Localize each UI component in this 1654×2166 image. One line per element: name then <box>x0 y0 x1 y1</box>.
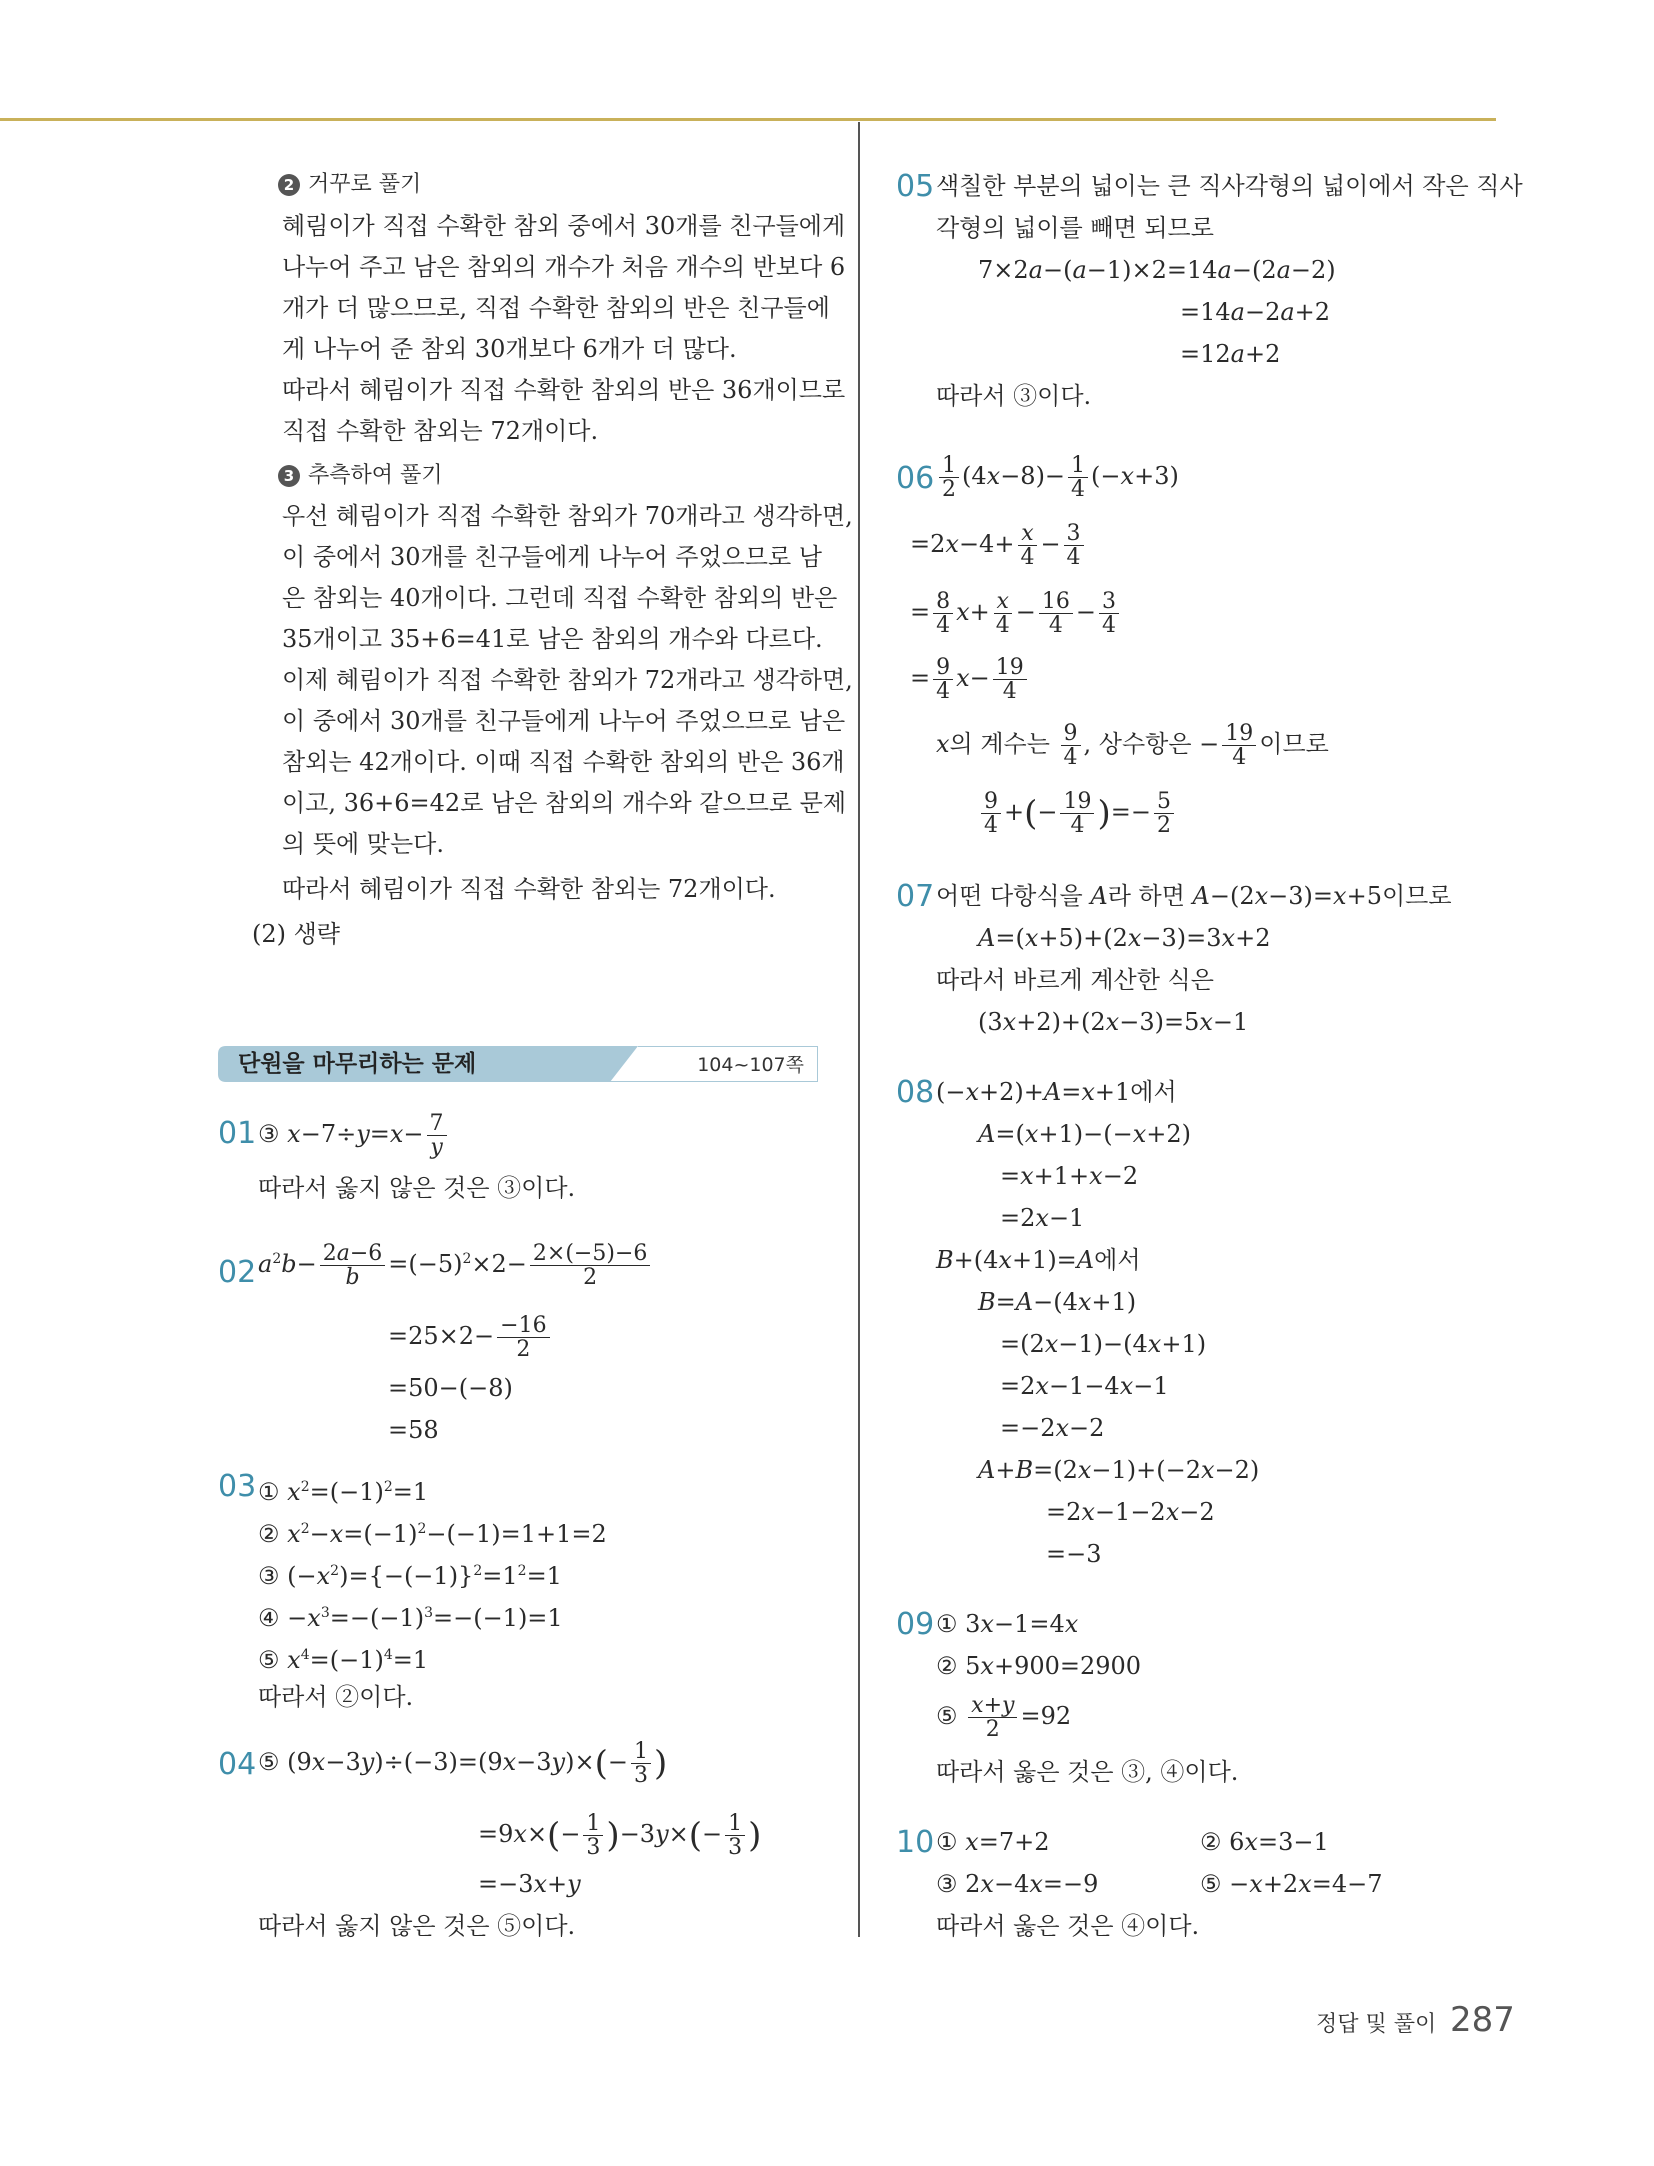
equation: =−2x−2 <box>1000 1414 1105 1442</box>
equation: =2x−4+ $\frac{x}{4}$ − $\frac{3}{4}$ <box>910 522 1087 569</box>
equation: A=(x+1)−(−x+2) <box>978 1120 1191 1148</box>
equation: ② 6x=3−1 <box>1200 1828 1329 1856</box>
text-line: 직접 수확한 참외는 72개이다. <box>282 417 599 445</box>
equation: ① $x^2=(-1)^2=1$ <box>258 1478 429 1506</box>
equation: =14a−2a+2 <box>1180 298 1331 326</box>
section-header <box>218 1046 818 1082</box>
question-number: 07 <box>896 879 935 914</box>
circled-2-icon: 2 <box>278 174 300 196</box>
equation: $a^2b-$ $\frac{2a-6}{b}$ $=(-5)^2\times 2-$ $\frac{2\times(-5)-6}{2}$ <box>258 1242 653 1289</box>
equation: ③ 2x−4x=−9 <box>936 1870 1099 1898</box>
text-line: 참외는 42개이다. 이때 직접 수확한 참외의 반은 36개 <box>282 748 845 776</box>
equation: x의 계수는 $\frac{9}{4}$ , 상수항은 − $\frac{19}{4}$ 이므로 <box>936 721 1329 771</box>
text-line: 나누어 주고 남은 참외의 개수가 처음 개수의 반보다 6 <box>282 253 846 281</box>
equation: =−3 <box>1046 1540 1102 1568</box>
text-line: 35개이고 35+6=41로 남은 참외의 개수와 다르다. <box>282 625 823 653</box>
equation: ② 5x+900=2900 <box>936 1652 1142 1680</box>
equation: =2x−1−2x−2 <box>1046 1498 1215 1526</box>
equation: = $\frac{8}{4}$ x+ $\frac{x}{4}$ − $\frac{16}{4}$ − $\frac{3}{4}$ <box>910 590 1122 637</box>
method3-heading: 3 추측하여 풀기 <box>278 461 443 491</box>
question-number: 10 <box>896 1825 935 1860</box>
equation: A=(x+5)+(2x−3)=3x+2 <box>978 924 1271 952</box>
text-line: 개가 더 많으므로, 직접 수확한 참외의 반은 친구들에 <box>282 294 830 322</box>
equation: $\frac{9}{4}$ +(− $\frac{19}{4}$ )=− $\frac{5}{2}$ <box>978 790 1177 837</box>
answer-text: 따라서 ③이다. <box>936 382 1092 410</box>
column-divider <box>858 122 860 1937</box>
equation: B+(4x+1)=A에서 <box>936 1246 1141 1274</box>
equation: = $\frac{9}{4}$ x− $\frac{19}{4}$ <box>910 656 1030 703</box>
equation: 7×2a−(a−1)×2=14a−(2a−2) <box>978 256 1336 284</box>
equation: =2x−1 <box>1000 1204 1085 1232</box>
equation: ④ $-x^3=-(-1)^3=-(-1)=1$ <box>258 1604 563 1632</box>
section-title: 단원을 마무리하는 문제 <box>238 1051 477 1077</box>
question-number: 06 <box>896 461 935 496</box>
text-line: 이 중에서 30개를 친구들에게 나누어 주었으므로 남 <box>282 543 822 571</box>
answer-text: 따라서 옳지 않은 것은 ⑤이다. <box>258 1912 576 1940</box>
text-line: 이제 혜림이가 직접 수확한 참외가 72개라고 생각하면, <box>282 666 853 694</box>
text-line: 따라서 혜림이가 직접 수확한 참외의 반은 36개이므로 <box>282 376 846 404</box>
equation: (−x+2)+A=x+1에서 <box>936 1078 1177 1106</box>
equation: =x+1+x−2 <box>1000 1162 1139 1190</box>
text-line: 따라서 혜림이가 직접 수확한 참외는 72개이다. <box>282 875 776 903</box>
omitted-note: (2) 생략 <box>252 920 340 948</box>
equation: =−3x+y <box>478 1870 581 1898</box>
text-line: 은 참외는 40개이다. 그런데 직접 수확한 참외의 반은 <box>282 584 838 612</box>
equation: ③ x−7÷y=x− $\frac{7}{y}$ <box>258 1112 450 1159</box>
page-number: 287 <box>1450 2000 1515 2040</box>
equation: ⑤ $\frac{x+y}{2}$ =92 <box>936 1693 1072 1743</box>
equation: B=A−(4x+1) <box>978 1288 1137 1316</box>
equation: (3x+2)+(2x−3)=5x−1 <box>978 1008 1249 1036</box>
equation: ⑤ −x+2x=4−7 <box>1200 1870 1383 1898</box>
equation: ① x=7+2 <box>936 1828 1050 1856</box>
question-number: 05 <box>896 169 935 204</box>
equation: ③ $(-x^2)=\{-(-1)\}^2=1^2=1$ <box>258 1562 562 1590</box>
text-line: 우선 혜림이가 직접 수확한 참외가 70개라고 생각하면, <box>282 502 853 530</box>
text-line: 게 나누어 준 참외 30개보다 6개가 더 많다. <box>282 335 737 363</box>
answer-text: 따라서 옳지 않은 것은 ③이다. <box>258 1174 576 1202</box>
question-number: 04 <box>218 1747 257 1782</box>
equation: 어떤 다항식을 A라 하면 A−(2x−3)=x+5이므로 <box>936 882 1452 910</box>
equation: =9x×(− $\frac{1}{3}$ )−3y×(− $\frac{1}{3}$ ) <box>478 1811 762 1861</box>
equation: A+B=(2x−1)+(−2x−2) <box>978 1456 1260 1484</box>
question-number: 08 <box>896 1075 935 1110</box>
equation: =50−(−8) <box>388 1374 513 1402</box>
top-rule <box>0 118 1496 121</box>
equation: =2x−1−4x−1 <box>1000 1372 1169 1400</box>
text-line: 이고, 36+6=42로 남은 참외의 개수와 같으므로 문제 <box>282 789 847 817</box>
equation: ⑤ (9x−3y)÷(−3)=(9x−3y)×(− $\frac{1}{3}$ ) <box>258 1739 668 1789</box>
question-number: 02 <box>218 1255 257 1290</box>
answer-text: 따라서 ②이다. <box>258 1683 414 1711</box>
equation: ⑤ $x^4=(-1)^4=1$ <box>258 1646 429 1674</box>
circled-3-icon: 3 <box>278 465 300 487</box>
text-line: 이 중에서 30개를 친구들에게 나누어 주었으므로 남은 <box>282 707 846 735</box>
question-number: 09 <box>896 1607 935 1642</box>
text-line: 각형의 넓이를 빼면 되므로 <box>936 214 1214 242</box>
equation: ① 3x−1=4x <box>936 1610 1079 1638</box>
answer-text: 따라서 바르게 계산한 식은 <box>936 966 1214 994</box>
method2-heading: 2 거꾸로 풀기 <box>278 170 421 200</box>
answer-text: 따라서 옳은 것은 ③, ④이다. <box>936 1758 1239 1786</box>
text-line: 혜림이가 직접 수확한 참외 중에서 30개를 친구들에게 <box>282 212 846 240</box>
equation: =(2x−1)−(4x+1) <box>1000 1330 1207 1358</box>
equation: =12a+2 <box>1180 340 1281 368</box>
answer-text: 따라서 옳은 것은 ④이다. <box>936 1912 1200 1940</box>
question-number: 03 <box>218 1469 257 1504</box>
text-line: 의 뜻에 맞는다. <box>282 830 444 858</box>
equation: ② $x^2-x=(-1)^2-(-1)=1+1=2$ <box>258 1520 607 1548</box>
equation: =25×2− $\frac{-16}{2}$ <box>388 1314 553 1361</box>
footer-label: 정답 및 풀이 <box>1316 2012 1437 2037</box>
question-number: 01 <box>218 1116 257 1151</box>
equation: =58 <box>388 1416 439 1444</box>
section-pages: 104~107쪽 <box>697 1054 804 1076</box>
equation: $\frac{1}{2}$ (4x−8)− $\frac{1}{4}$ (−x+3) <box>936 454 1179 501</box>
text-line: 색칠한 부분의 넓이는 큰 직사각형의 넓이에서 작은 직사 <box>936 172 1523 200</box>
